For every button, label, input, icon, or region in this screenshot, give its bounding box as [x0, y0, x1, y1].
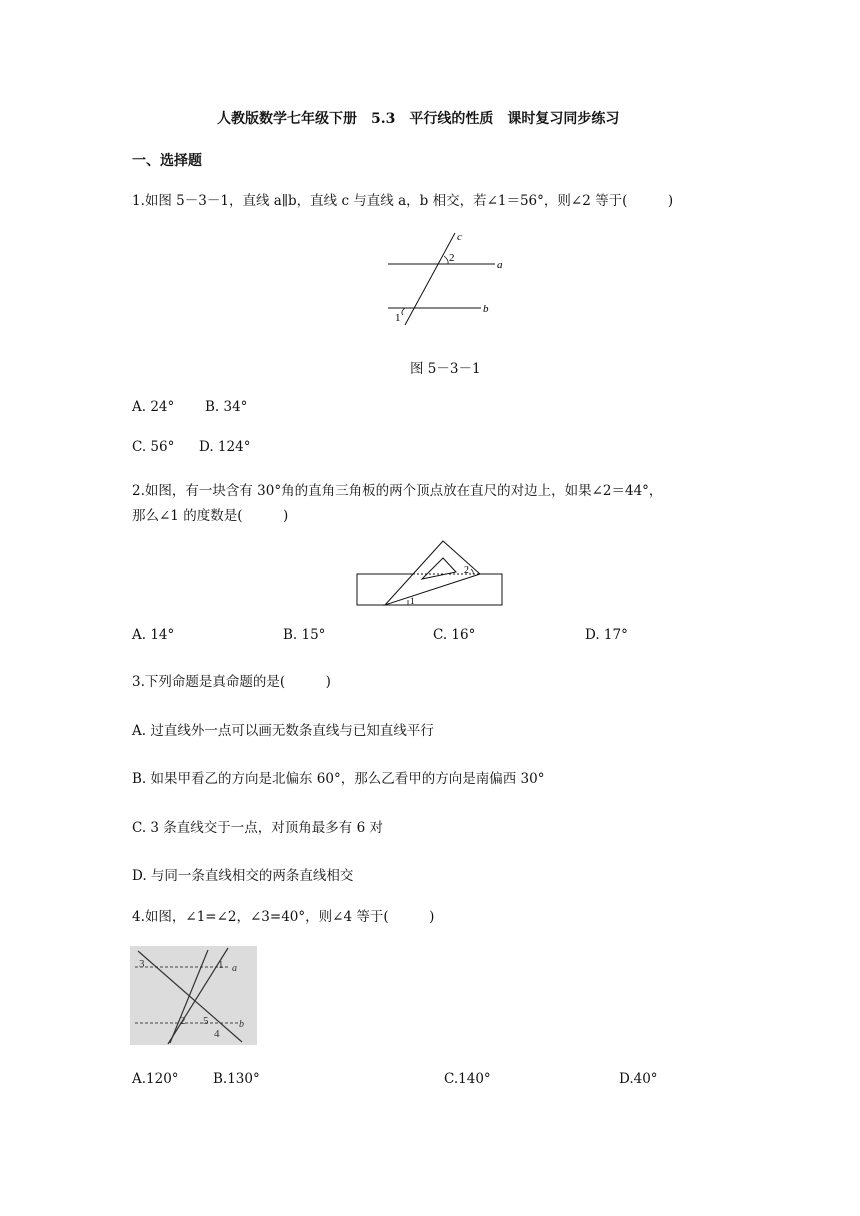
line-c — [405, 233, 455, 325]
label-c: c — [457, 231, 462, 243]
label-b: b — [483, 303, 489, 315]
q1-option-c: C. 56° — [132, 439, 175, 455]
q3-option-c: C. 3 条直线交于一点，对顶角最多有 6 对 — [132, 820, 383, 836]
label-angle-1: 1 — [410, 596, 415, 606]
label-angle-2: 2 — [464, 565, 469, 576]
label-angle-1: 1 — [395, 312, 401, 324]
angle-1-arc — [402, 308, 405, 315]
ruler-triangle-figure — [352, 536, 508, 610]
question-1-stem: 1.如图 5－3－1，直线 a∥b，直线 c 与直线 a，b 相交，若∠1＝56°，则∠2 等于( ) — [132, 193, 674, 209]
q1-option-b: B. 34° — [205, 399, 248, 415]
label-angle-2: 2 — [180, 1015, 186, 1027]
q2-option-a: A. 14° — [132, 627, 175, 643]
q4-option-c: C.140° — [444, 1071, 491, 1087]
label-b: b — [239, 1019, 244, 1030]
question-3-stem: 3.下列命题是真命题的是( ) — [132, 674, 331, 690]
q3-option-a: A. 过直线外一点可以画无数条直线与已知直线平行 — [132, 723, 434, 739]
label-angle-2: 2 — [449, 252, 455, 264]
q1-option-d: D. 124° — [199, 439, 251, 455]
q2-option-d: D. 17° — [585, 627, 628, 643]
section-heading: 一、选择题 — [132, 153, 202, 169]
q2-option-c: C. 16° — [433, 627, 476, 643]
intersecting-lines-figure — [130, 946, 257, 1045]
q4-option-a: A.120° — [132, 1071, 179, 1087]
label-angle-1: 1 — [218, 959, 224, 971]
figure-5-3-1 — [385, 228, 515, 328]
figure-caption: 图 5－3－1 — [410, 361, 481, 377]
label-angle-3: 3 — [139, 958, 145, 970]
question-2-stem-line2: 那么∠1 的度数是( ) — [132, 508, 289, 524]
question-4-stem: 4.如图，∠1=∠2，∠3=40°，则∠4 等于( ) — [132, 909, 435, 925]
q1-option-a: A. 24° — [132, 399, 175, 415]
q4-option-d: D.40° — [619, 1071, 658, 1087]
label-angle-5: 5 — [203, 1015, 209, 1027]
question-2-stem-line1: 2.如图，有一块含有 30°角的直角三角板的两个顶点放在直尺的对边上，如果∠2＝44°， — [132, 483, 663, 499]
label-a: a — [232, 963, 237, 974]
page-title: 人教版数学七年级下册 5.3 平行线的性质 课时复习同步练习 — [217, 111, 620, 127]
label-angle-4: 4 — [214, 1028, 220, 1040]
q3-option-d: D. 与同一条直线相交的两条直线相交 — [132, 868, 354, 884]
q3-option-b: B. 如果甲看乙的方向是北偏东 60°，那么乙看甲的方向是南偏西 30° — [132, 771, 545, 787]
angle-2-arc — [444, 256, 448, 264]
q4-option-b: B.130° — [213, 1071, 260, 1087]
label-a: a — [497, 259, 503, 271]
q2-option-b: B. 15° — [283, 627, 326, 643]
